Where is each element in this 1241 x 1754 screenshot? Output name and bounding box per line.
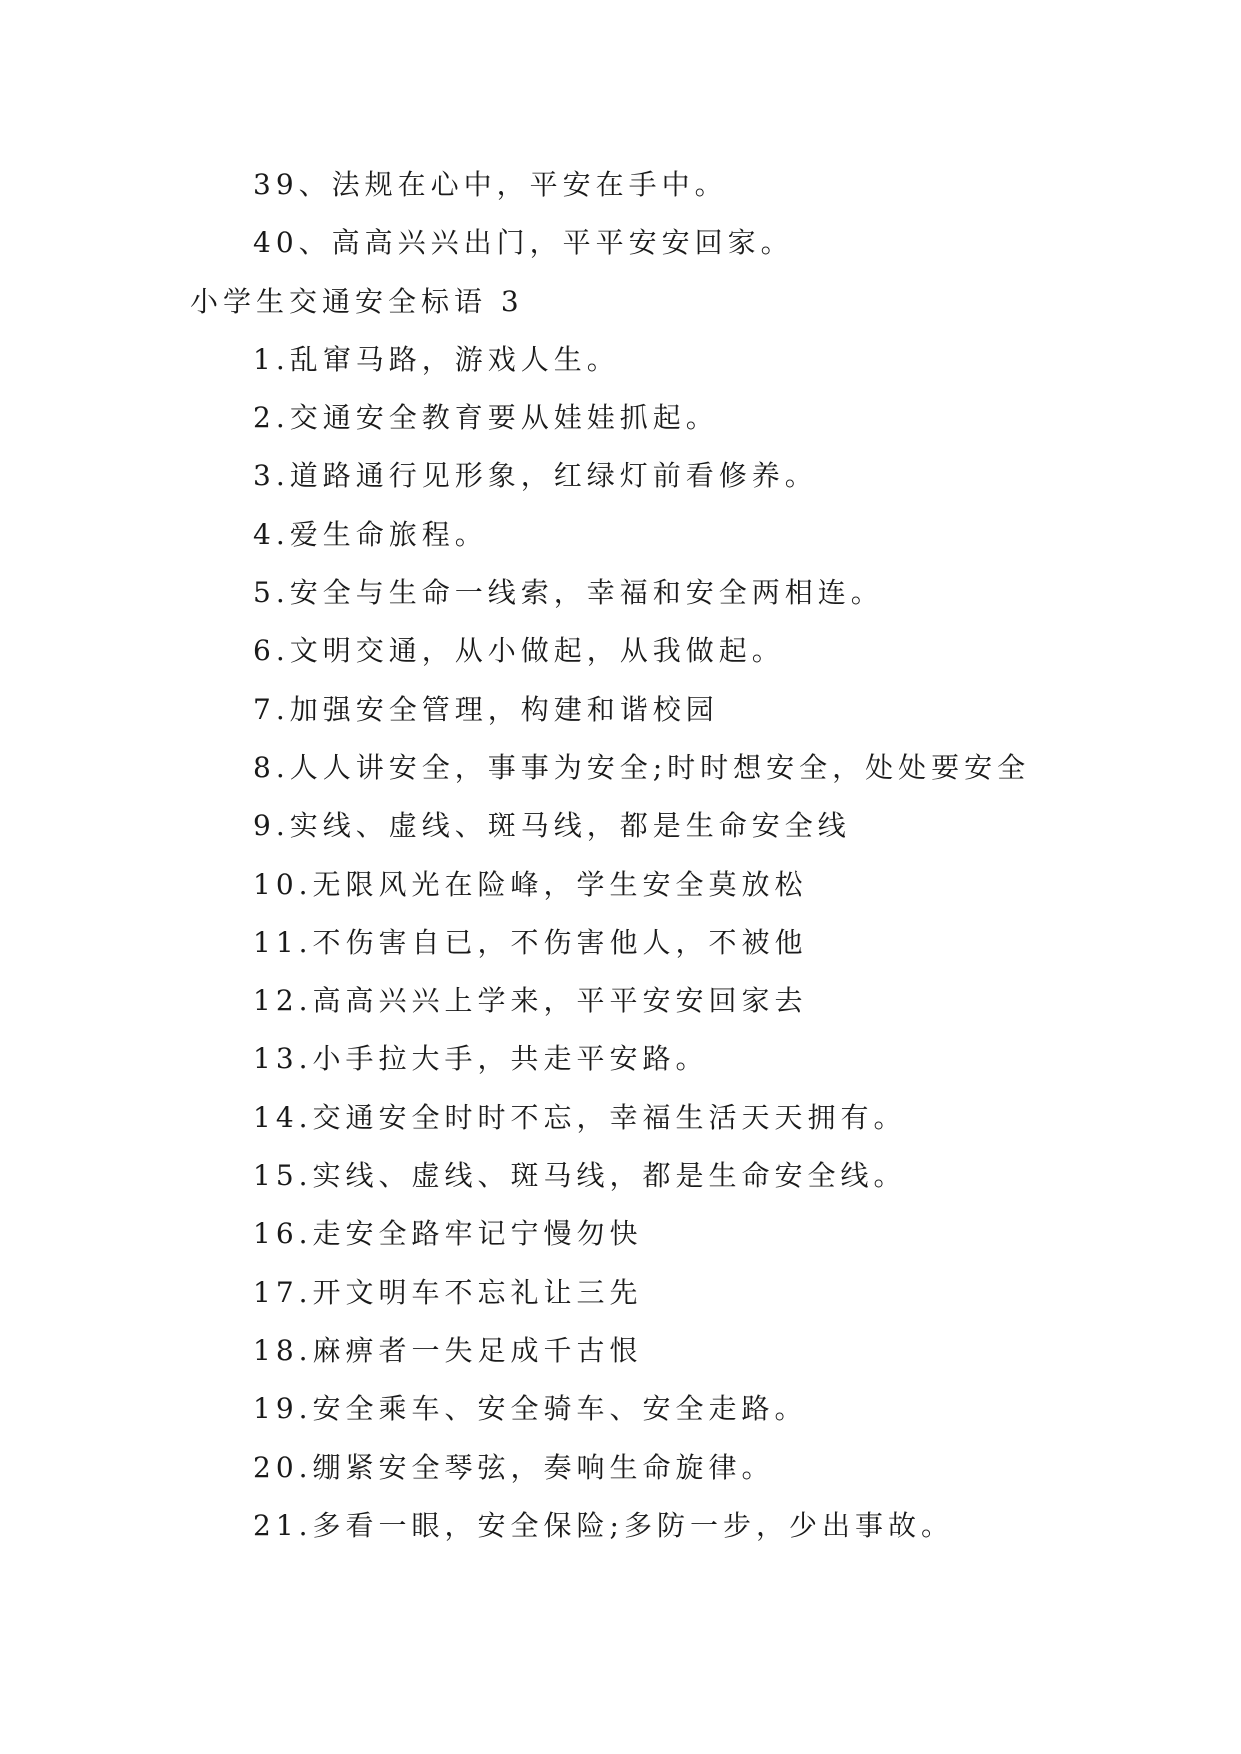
list-item: 3.道路通行见形象，红绿灯前看修养。 bbox=[253, 459, 818, 493]
list-item: 5.安全与生命一线索，幸福和安全两相连。 bbox=[253, 576, 884, 610]
list-item: 39、法规在心中，平安在手中。 bbox=[253, 168, 728, 201]
list-item: 40、高高兴兴出门，平平安安回家。 bbox=[253, 226, 794, 260]
list-item: 11.不伤害自已，不伤害他人，不被他 bbox=[253, 925, 808, 959]
list-item: 18.麻痹者一失足成千古恨 bbox=[253, 1333, 643, 1367]
list-item: 17.开文明车不忘礼让三先 bbox=[253, 1275, 643, 1309]
list-item: 13.小手拉大手，共走平安路。 bbox=[253, 1042, 709, 1076]
list-item: 21.多看一眼，安全保险;多防一步，少出事故。 bbox=[253, 1508, 954, 1542]
list-item: 4.爱生命旅程。 bbox=[253, 517, 488, 551]
section-title: 小学生交通安全标语 3 bbox=[190, 284, 524, 318]
list-item: 16.走安全路牢记宁慢勿快 bbox=[253, 1217, 643, 1251]
list-item: 20.绷紧安全琴弦，奏响生命旋律。 bbox=[253, 1450, 775, 1484]
document-body bbox=[190, 156, 1090, 1555]
list-item: 19.安全乘车、安全骑车、安全走路。 bbox=[253, 1392, 808, 1426]
list-item: 8.人人讲安全，事事为安全;时时想安全，处处要安全 bbox=[253, 750, 1031, 784]
list-item: 9.实线、虚线、斑马线，都是生命安全线 bbox=[253, 809, 851, 843]
list-item: 10.无限风光在险峰，学生安全莫放松 bbox=[253, 867, 808, 901]
list-item: 12.高高兴兴上学来，平平安安回家去 bbox=[253, 984, 808, 1018]
list-item: 6.文明交通，从小做起，从我做起。 bbox=[253, 634, 785, 668]
list-item: 14.交通安全时时不忘，幸福生活天天拥有。 bbox=[253, 1100, 907, 1134]
list-item: 7.加强安全管理，构建和谐校园 bbox=[253, 692, 719, 726]
list-item: 2.交通安全教育要从娃娃抓起。 bbox=[253, 401, 719, 435]
list-item: 1.乱窜马路，游戏人生。 bbox=[253, 342, 620, 376]
list-item: 15.实线、虚线、斑马线，都是生命安全线。 bbox=[253, 1159, 907, 1193]
